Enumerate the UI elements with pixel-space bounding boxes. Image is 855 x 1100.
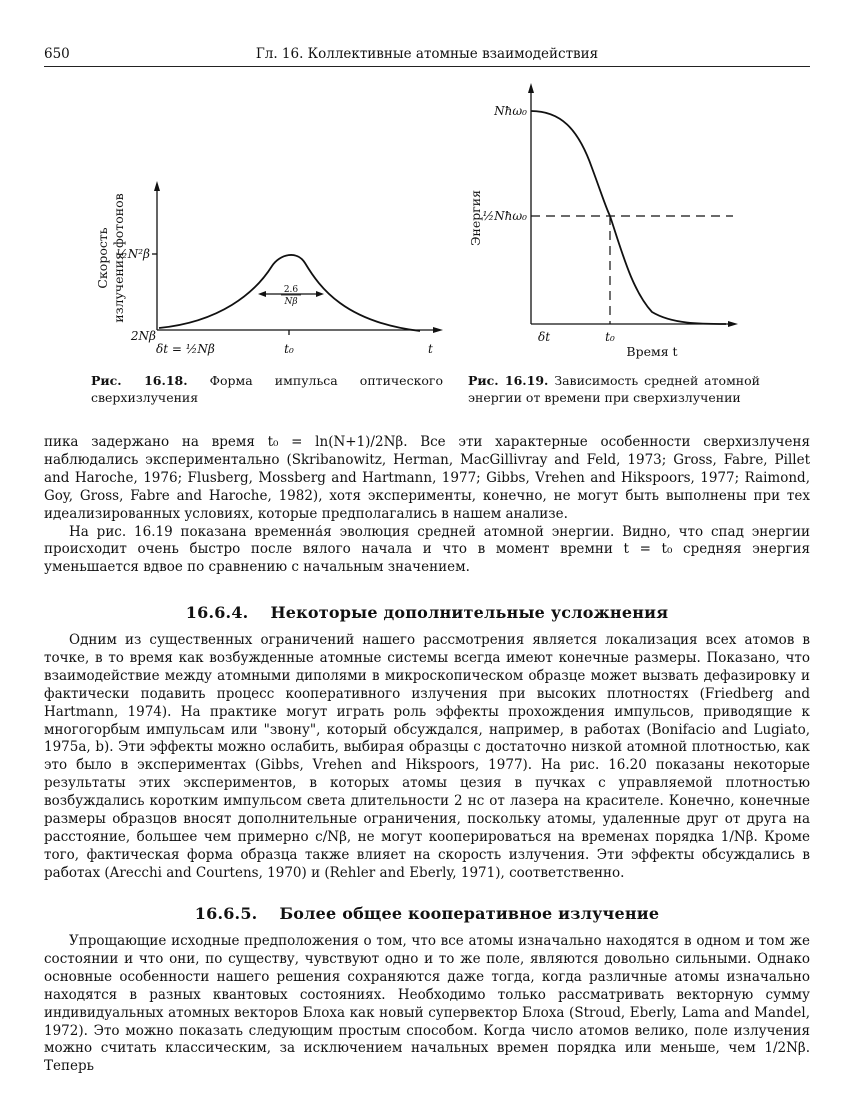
section-title: Некоторые дополнительные усложнения (270, 603, 669, 622)
body-text-top (44, 434, 810, 577)
fig18-ylabel-line2: излучения фотонов (111, 193, 126, 323)
fig19-ylabel: Энергия (468, 189, 483, 247)
fig19-x-arrow (728, 321, 738, 327)
fig19-axes (531, 88, 733, 324)
fig18-ytick-top: ½N²β (116, 247, 150, 261)
section-16-6-5-body (44, 933, 810, 1076)
fig18-xtick-dt: δt = ½Nβ (156, 342, 215, 356)
caption-fig-16-19 (468, 372, 760, 406)
caption-fig-16-18-text: Форма импульса оптического сверхизлучения (91, 373, 443, 405)
paragraph-fig-16-19: На рис. 16.19 показана временна́я эволюция средней атомной энергии. Видно, что спад энергии происходит очень быстро после вялого начала и что в момент времни t = t₀ средняя энергия уменьшается вдвое по сравнению с начальным значением. (44, 523, 810, 576)
section-number: 16.6.5. (194, 904, 258, 923)
fig19-xlabel: Время t (626, 344, 678, 359)
fig19-y-arrow (528, 83, 534, 93)
section-number: 16.6.4. (185, 603, 249, 622)
fig18-width-label-den: Nβ (284, 297, 298, 307)
fig19-ytick-half: ½Nħω₀ (482, 209, 527, 223)
fig18-ytick-bottom: 2Nβ (130, 329, 156, 343)
fig19-ytick-top: Nħω₀ (494, 104, 527, 118)
section-title: Более общее кооперативное излучение (279, 904, 660, 923)
figure-16-19 (0, 0, 800, 370)
paragraph-continuation: пика задержано на время t₀ = ln(N+1)/2Nβ. Все эти характерные особенности сверхизлученя наблюдались экспериментально (Skribanowitz, Herman, MacGillivray and Feld, 1973; Gross, Fabre, Pillet and Haroche, 1976; Flusberg, Mossberg and Hartmann, 1977; Gibbs, Vrehen and Hikspoors, 1977; Raimond, Goy, Gross, Fabre and Haroche, 1982), хотя эксперименты, конечно, не могут быть выполнены при тех идеализированных условиях, которые предполагались в нашем анализе. (44, 434, 810, 522)
caption-fig-16-19-text: Зависимость средней атомной энергии от времени при сверхизлучении (468, 373, 760, 405)
fig18-ylabel-line1: Скорость (95, 227, 110, 289)
section-heading-16-6-4 (44, 603, 810, 622)
page-number: 650 (44, 46, 70, 62)
caption-fig-16-19-label: Рис. 16.19. (468, 373, 549, 388)
caption-fig-16-18 (91, 372, 443, 406)
fig19-xtick-t0: t₀ (605, 330, 615, 344)
fig18-xaxis-t: t (428, 342, 433, 356)
section-heading-16-6-5 (44, 904, 810, 923)
caption-fig-16-18-label: Рис. 16.18. (91, 373, 188, 388)
fig19-energy-curve (531, 111, 726, 324)
fig18-xtick-t0: t₀ (284, 342, 294, 356)
paragraph-section-16-6-5: Упрощающие исходные предположения о том, что все атомы изначально находятся в одном и том же состоянии и что они, по существу, чувствуют одно и то же поле, являются довольно сильными. Однако основные особенности нашего решения сохраняются даже тогда, когда различные атомы изначально находятся в разных квантовых состояниях. Необходимо только рассматривать векторную сумму индивидуальных атомных векторов Блоха как новый супервектор Блоха (Stroud, Eberly, Lama and Mandel, 1972). Это можно показать следующим простым способом. Когда число атомов велико, поле излучения можно считать классическим, за исключением начальных времен порядка или меньше, чем 1/2Nβ. Теперь (44, 933, 810, 1075)
section-16-6-4-body (44, 632, 810, 883)
running-title: Гл. 16. Коллективные атомные взаимодействия (255, 46, 599, 62)
fig18-width-label-num: 2.6 (283, 285, 299, 295)
fig19-xtick-dt: δt (537, 330, 551, 344)
paragraph-section-16-6-4: Одним из существенных ограничений нашего рассмотрения является локализация всех атомов в точке, в то время как возбужденные атомные системы всегда имеют конечные размеры. Показано, что взаимодействие между атомными диполями в микроскопическом образце может вызвать дефазировку и фактически подавить процесс кооперативного излучения при высоких плотностях (Friedberg and Hartmann, 1974). На практике могут играть роль эффекты прохождения импульсов, приводящие к многогорбым импульсам или "звону", который обсуждался, например, в работах (Bonifacio and Lugiato, 1975a, b). Эти эффекты можно ослабить, выбирая образцы с достаточно низкой атомной плотностью, как это было в экспериментах (Gibbs, Vrehen and Hikspoors, 1977). На рис. 16.20 показаны некоторые результаты этих экспериментов, в которых атомы цезия в пучках с управляемой плотностью возбуждались коротким импульсом света длительности 2 нс от лазера на красителе. Конечно, конечные размеры образцов вносят дополнительные ограничения, поскольку атомы, удаленные друг от друга на расстояние, большее чем примерно c/Nβ, не могут кооперироваться на временах порядка 1/Nβ. Кроме того, фактическая форма образца также влияет на скорость излучения. Эти эффекты обсуждались в работах (Arecchi and Courtens, 1970) и (Rehler and Eberly, 1971), соответственно. (44, 632, 810, 881)
